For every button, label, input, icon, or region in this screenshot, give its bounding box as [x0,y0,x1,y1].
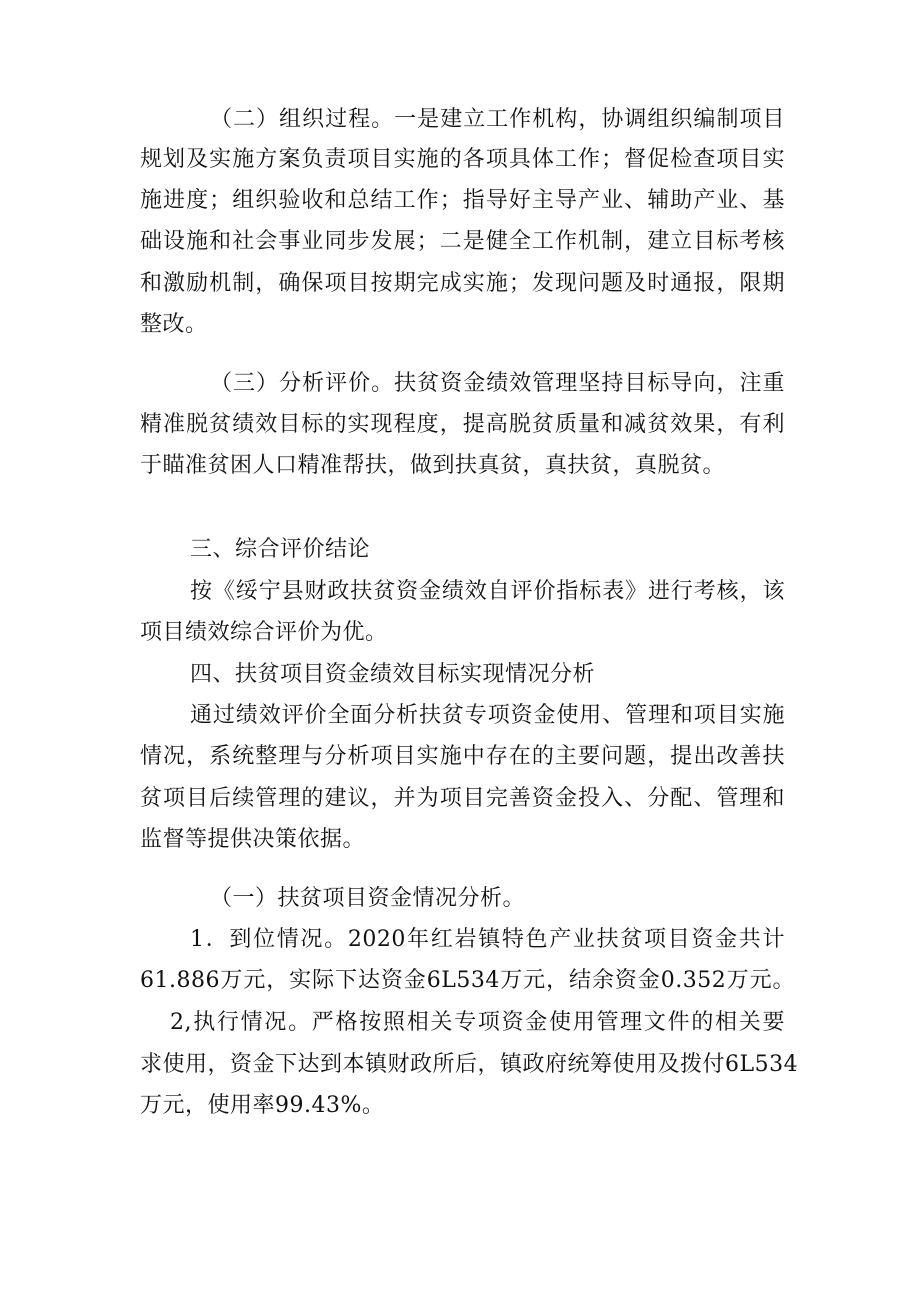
paragraph-line: 贫项目后续管理的建议，并为项目完善资金投入、分配、管理和 [140,786,785,811]
paragraph-line: 情况，系统整理与分析项目实施中存在的主要问题，提出改善扶 [140,744,785,769]
section-heading: 三、综合评价结论 [190,537,371,562]
paragraph-line: 万元，使用率99.43%。 [140,1093,385,1118]
paragraph-line: （二）组织过程。一是建立工作机构，协调组织编制项目 [210,107,785,132]
paragraph-line: 项目绩效综合评价为优。 [140,620,388,645]
paragraph-line: 于瞄准贫困人口精准帮扶，做到扶真贫，真扶贫，真脱贫。 [140,453,726,478]
paragraph-line: 按《绥宁县财政扶贫资金绩效自评价指标表》进行考核，该 [190,579,785,604]
paragraph-line: 通过绩效评价全面分析扶贫专项资金使用、管理和项目实施 [190,703,785,728]
paragraph-line: 精准脱贫绩效目标的实现程度，提高脱贫质量和减贫效果，有利 [140,412,785,437]
paragraph-line: 求使用，资金下达到本镇财政所后，镇政府统筹使用及拨付6L534 [140,1052,799,1077]
paragraph-line: 础设施和社会事业同步发展；二是健全工作机制，建立目标考核 [140,229,785,254]
paragraph-line: （三）分析评价。扶贫资金绩效管理坚持目标导向，注重 [210,371,785,396]
paragraph-line: 规划及实施方案负责项目实施的各项具体工作；督促检查项目实 [140,147,785,172]
paragraph-line: 和激励机制，确保项目按期完成实施；发现问题及时通报，限期 [140,271,785,296]
paragraph-line: 1．到位情况。2020年红岩镇特色产业扶贫项目资金共计 [190,927,785,952]
paragraph-line: 监督等提供决策依据。 [140,827,366,852]
paragraph-line: 整改。 [140,312,208,337]
paragraph-line: 61.886万元，实际下达资金6L534万元，结余资金0.352万元。 [140,968,795,993]
section-heading: 四、扶贫项目资金绩效目标实现情况分析 [190,662,596,687]
subsection-heading: （一）扶贫项目资金情况分析。 [210,886,526,911]
paragraph-line: 施进度；组织验收和总结工作；指导好主导产业、辅助产业、基 [140,188,785,213]
paragraph-line: 2,执行情况。严格按照相关专项资金使用管理文件的相关要 [170,1010,785,1035]
